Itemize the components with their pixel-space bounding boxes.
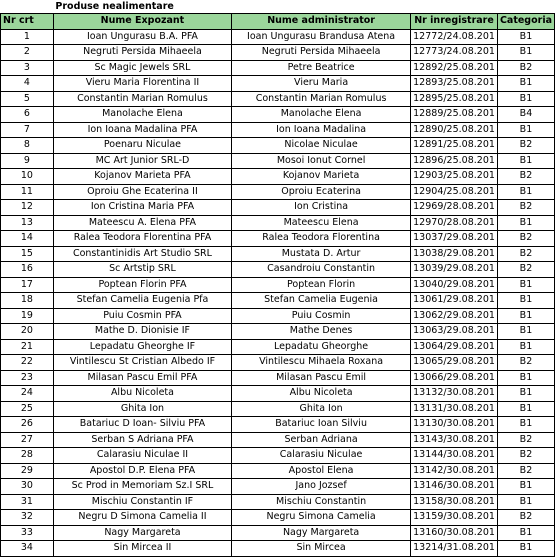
nume-administrator-cell: Apostol Elena: [232, 463, 411, 479]
categoria-cell: B2: [497, 169, 554, 185]
nr-crt-cell: 10: [1, 169, 54, 185]
nume-administrator-cell: Petre Beatrice: [232, 60, 411, 76]
categoria-cell: B1: [497, 308, 554, 324]
category-title: Produse nealimentare: [53, 0, 231, 14]
nr-inregistrare-cell: 12889/25.08.201: [411, 107, 498, 123]
categoria-cell: B2: [497, 60, 554, 76]
nr-crt-cell: 32: [1, 510, 54, 526]
nr-inregistrare-cell: 13065/29.08.201: [411, 355, 498, 371]
categoria-cell: B2: [497, 138, 554, 154]
categoria-cell: B1: [497, 122, 554, 138]
nr-crt-cell: 18: [1, 293, 54, 309]
table-row: [1, 138, 555, 154]
nr-crt-cell: 16: [1, 262, 54, 278]
nume-administrator-cell: Oproiu Ecaterina: [232, 184, 411, 200]
nr-inregistrare-cell: 12896/25.08.201: [411, 153, 498, 169]
nr-inregistrare-cell: 13214/31.08.201: [411, 541, 498, 557]
table-row: [1, 91, 555, 107]
nume-expozant-cell: Mischiu Constantin IF: [53, 494, 231, 510]
table-row: [1, 417, 555, 433]
table-row: [1, 45, 555, 61]
nr-crt-cell: 31: [1, 494, 54, 510]
nr-crt-cell: 3: [1, 60, 54, 76]
nume-expozant-cell: Apostol D.P. Elena PFA: [53, 463, 231, 479]
nume-expozant-cell: Negru D Simona Camelia II: [53, 510, 231, 526]
nume-expozant-cell: Poptean Florin PFA: [53, 277, 231, 293]
nr-crt-cell: 1: [1, 29, 54, 45]
nume-administrator-cell: Poptean Florin: [232, 277, 411, 293]
nume-expozant-cell: Albu Nicoleta: [53, 386, 231, 402]
nume-expozant-cell: Ghita Ion: [53, 401, 231, 417]
nume-administrator-cell: Negru Simona Camelia: [232, 510, 411, 526]
categoria-cell: B1: [497, 277, 554, 293]
categoria-cell: B1: [497, 541, 554, 557]
nr-crt-cell: 5: [1, 91, 54, 107]
nume-expozant-cell: Vieru Maria Florentina II: [53, 76, 231, 92]
nume-expozant-cell: Sc Magic Jewels SRL: [53, 60, 231, 76]
nume-expozant-cell: Constantin Marian Romulus: [53, 91, 231, 107]
nume-administrator-cell: Mateescu Elena: [232, 215, 411, 231]
table-row: [1, 153, 555, 169]
categoria-cell: B2: [497, 200, 554, 216]
table-body: [1, 0, 555, 556]
nume-expozant-cell: Sin Mircea II: [53, 541, 231, 557]
nume-administrator-cell: Ghita Ion: [232, 401, 411, 417]
nr-crt-cell: 7: [1, 122, 54, 138]
nume-expozant-cell: Nagy Margareta: [53, 525, 231, 541]
categoria-cell: B1: [497, 479, 554, 495]
header-row: [1, 14, 555, 30]
categoria-cell: B2: [497, 510, 554, 526]
nr-inregistrare-cell: 13158/30.08.201: [411, 494, 498, 510]
table-row: [1, 293, 555, 309]
nume-expozant-cell: Milasan Pascu Emil PFA: [53, 370, 231, 386]
nume-expozant-cell: Manolache Elena: [53, 107, 231, 123]
nume-expozant-cell: Puiu Cosmin PFA: [53, 308, 231, 324]
nr-inregistrare-cell: 12969/28.08.201: [411, 200, 498, 216]
nr-inregistrare-cell: 13160/30.08.201: [411, 525, 498, 541]
nume-administrator-cell: Ion Ioana Madalina: [232, 122, 411, 138]
categoria-cell: B2: [497, 448, 554, 464]
categoria-cell: B2: [497, 262, 554, 278]
nr-inregistrare-cell: 13146/30.08.201: [411, 479, 498, 495]
table-row: [1, 60, 555, 76]
nr-crt-cell: 6: [1, 107, 54, 123]
table-row: [1, 215, 555, 231]
table-row: [1, 479, 555, 495]
nr-crt-cell: 21: [1, 339, 54, 355]
table-row: [1, 246, 555, 262]
nr-inregistrare-cell: 13038/29.08.201: [411, 246, 498, 262]
nume-expozant-cell: Calarasiu Niculae II: [53, 448, 231, 464]
nr-inregistrare-cell: 12895/25.08.201: [411, 91, 498, 107]
nume-administrator-cell: Ion Cristina: [232, 200, 411, 216]
nume-administrator-cell: Stefan Camelia Eugenia: [232, 293, 411, 309]
categoria-cell: B1: [497, 153, 554, 169]
table-row: [1, 308, 555, 324]
nume-administrator-cell: Nicolae Niculae: [232, 138, 411, 154]
nr-crt-cell: 27: [1, 432, 54, 448]
nume-expozant-cell: Oproiu Ghe Ecaterina II: [53, 184, 231, 200]
nr-inregistrare-cell: 12903/25.08.201: [411, 169, 498, 185]
table-row: [1, 494, 555, 510]
nume-expozant-cell: Poenaru Niculae: [53, 138, 231, 154]
categoria-cell: B1: [497, 494, 554, 510]
nume-expozant-cell: Ioan Ungurasu B.A. PFA: [53, 29, 231, 45]
nr-crt-cell: 26: [1, 417, 54, 433]
nr-inregistrare-cell: 13040/29.08.201: [411, 277, 498, 293]
nr-inregistrare-cell: 13159/30.08.201: [411, 510, 498, 526]
nume-administrator-cell: Calarasiu Niculae: [232, 448, 411, 464]
nr-crt-cell: 14: [1, 231, 54, 247]
categoria-cell: B2: [497, 463, 554, 479]
nume-expozant-cell: Ion Ioana Madalina PFA: [53, 122, 231, 138]
header-nr-crt: Nr crt: [1, 14, 54, 30]
nr-inregistrare-cell: 13144/30.08.201: [411, 448, 498, 464]
table-row: [1, 355, 555, 371]
categoria-cell: B2: [497, 355, 554, 371]
table-row: [1, 401, 555, 417]
table-row: [1, 76, 555, 92]
nr-crt-cell: 2: [1, 45, 54, 61]
nume-expozant-cell: Serban S Adriana PFA: [53, 432, 231, 448]
nume-expozant-cell: Ion Cristina Maria PFA: [53, 200, 231, 216]
nr-crt-cell: 19: [1, 308, 54, 324]
nume-expozant-cell: Mateescu A. Elena PFA: [53, 215, 231, 231]
table-row: [1, 510, 555, 526]
categoria-cell: B1: [497, 45, 554, 61]
nume-administrator-cell: Kojanov Marieta: [232, 169, 411, 185]
table-row: [1, 200, 555, 216]
nr-inregistrare-cell: 12773/24.08.201: [411, 45, 498, 61]
nume-administrator-cell: Puiu Cosmin: [232, 308, 411, 324]
nume-administrator-cell: Nagy Margareta: [232, 525, 411, 541]
nr-crt-cell: 8: [1, 138, 54, 154]
nume-administrator-cell: Mischiu Constantin: [232, 494, 411, 510]
nume-expozant-cell: Stefan Camelia Eugenia Pfa: [53, 293, 231, 309]
nume-expozant-cell: Mathe D. Dionisie IF: [53, 324, 231, 340]
nr-inregistrare-cell: 12904/25.08.201: [411, 184, 498, 200]
nr-inregistrare-cell: 13132/30.08.201: [411, 386, 498, 402]
table-row: [1, 324, 555, 340]
table-row: [1, 184, 555, 200]
nr-crt-cell: 17: [1, 277, 54, 293]
nr-crt-cell: 25: [1, 401, 54, 417]
nume-administrator-cell: Sin Mircea: [232, 541, 411, 557]
nume-administrator-cell: Vintilescu Mihaela Roxana: [232, 355, 411, 371]
nr-inregistrare-cell: 13064/29.08.201: [411, 339, 498, 355]
table-row: [1, 432, 555, 448]
nr-inregistrare-cell: 13142/30.08.201: [411, 463, 498, 479]
nr-inregistrare-cell: 12892/25.08.201: [411, 60, 498, 76]
nume-administrator-cell: Manolache Elena: [232, 107, 411, 123]
nume-administrator-cell: Casandroiu Constantin: [232, 262, 411, 278]
categoria-cell: B1: [497, 29, 554, 45]
categoria-cell: B1: [497, 339, 554, 355]
nume-expozant-cell: Constantinidis Art Studio SRL: [53, 246, 231, 262]
nume-expozant-cell: Sc Prod in Memoriam Sz.I SRL: [53, 479, 231, 495]
nr-crt-cell: 30: [1, 479, 54, 495]
nr-crt-cell: 13: [1, 215, 54, 231]
categoria-cell: B2: [497, 432, 554, 448]
nume-expozant-cell: Ralea Teodora Florentina PFA: [53, 231, 231, 247]
nr-crt-cell: 20: [1, 324, 54, 340]
table-row: [1, 386, 555, 402]
categoria-cell: B4: [497, 107, 554, 123]
table-row: [1, 107, 555, 123]
nume-expozant-cell: Negruti Persida Mihaeela: [53, 45, 231, 61]
nr-crt-cell: 23: [1, 370, 54, 386]
categoria-cell: B2: [497, 246, 554, 262]
categoria-cell: B1: [497, 215, 554, 231]
categoria-cell: B1: [497, 324, 554, 340]
nume-expozant-cell: Batariuc D Ioan- Silviu PFA: [53, 417, 231, 433]
categoria-cell: B1: [497, 184, 554, 200]
nume-administrator-cell: Milasan Pascu Emil: [232, 370, 411, 386]
categoria-cell: B1: [497, 293, 554, 309]
categoria-cell: B2: [497, 231, 554, 247]
nr-crt-cell: 12: [1, 200, 54, 216]
header-nume-expozant: Nume Expozant: [53, 14, 231, 30]
nume-administrator-cell: Serban Adriana: [232, 432, 411, 448]
nume-expozant-cell: Sc Artstip SRL: [53, 262, 231, 278]
nr-crt-cell: 15: [1, 246, 54, 262]
table-row: [1, 463, 555, 479]
nr-inregistrare-cell: 13061/29.08.201: [411, 293, 498, 309]
header-nr-inregistrare: Nr inregistrare: [411, 14, 498, 30]
nr-crt-cell: 4: [1, 76, 54, 92]
categoria-cell: B1: [497, 370, 554, 386]
nume-administrator-cell: Ioan Ungurasu Brandusa Atena: [232, 29, 411, 45]
nr-inregistrare-cell: 13037/29.08.201: [411, 231, 498, 247]
table-row: [1, 29, 555, 45]
nume-administrator-cell: Jano Jozsef: [232, 479, 411, 495]
nr-inregistrare-cell: 12893/25.08.201: [411, 76, 498, 92]
nr-crt-cell: 34: [1, 541, 54, 557]
nume-administrator-cell: Lepadatu Gheorghe: [232, 339, 411, 355]
table-row: [1, 339, 555, 355]
nume-administrator-cell: Albu Nicoleta: [232, 386, 411, 402]
categoria-cell: B1: [497, 525, 554, 541]
nume-administrator-cell: Negruti Persida Mihaeela: [232, 45, 411, 61]
nr-inregistrare-cell: 12890/25.08.201: [411, 122, 498, 138]
nume-expozant-cell: Lepadatu Gheorghe IF: [53, 339, 231, 355]
nume-administrator-cell: Batariuc Ioan Silviu: [232, 417, 411, 433]
table-row: [1, 448, 555, 464]
categoria-cell: B1: [497, 76, 554, 92]
table-row: [1, 262, 555, 278]
nume-expozant-cell: Vintilescu St Cristian Albedo IF: [53, 355, 231, 371]
nr-crt-cell: 24: [1, 386, 54, 402]
nr-crt-cell: 11: [1, 184, 54, 200]
nume-administrator-cell: Mosoi Ionut Cornel: [232, 153, 411, 169]
table-row: [1, 231, 555, 247]
nr-crt-cell: 28: [1, 448, 54, 464]
categoria-cell: B1: [497, 386, 554, 402]
nume-expozant-cell: Kojanov Marieta PFA: [53, 169, 231, 185]
header-nume-administrator: Nume administrator: [232, 14, 411, 30]
header-categoria: Categoria: [497, 14, 554, 30]
nume-administrator-cell: Vieru Maria: [232, 76, 411, 92]
nume-administrator-cell: Mathe Denes: [232, 324, 411, 340]
table-row: [1, 541, 555, 557]
nr-inregistrare-cell: 12772/24.08.201: [411, 29, 498, 45]
nr-inregistrare-cell: 13130/30.08.201: [411, 417, 498, 433]
nume-administrator-cell: Ralea Teodora Florentina: [232, 231, 411, 247]
nr-inregistrare-cell: 13039/29.08.201: [411, 262, 498, 278]
nr-crt-cell: 9: [1, 153, 54, 169]
nume-administrator-cell: Constantin Marian Romulus: [232, 91, 411, 107]
nr-crt-cell: 29: [1, 463, 54, 479]
nr-crt-cell: 22: [1, 355, 54, 371]
table-row: [1, 370, 555, 386]
nume-expozant-cell: MC Art Junior SRL-D: [53, 153, 231, 169]
nr-inregistrare-cell: 13066/29.08.201: [411, 370, 498, 386]
nr-crt-cell: 33: [1, 525, 54, 541]
nr-inregistrare-cell: 13062/29.08.201: [411, 308, 498, 324]
nr-inregistrare-cell: 13143/30.08.201: [411, 432, 498, 448]
table-row: [1, 525, 555, 541]
table-row: [1, 122, 555, 138]
categoria-cell: B1: [497, 401, 554, 417]
nr-inregistrare-cell: 12970/28.08.201: [411, 215, 498, 231]
table-row: [1, 277, 555, 293]
category-title-row: [1, 0, 555, 14]
nr-inregistrare-cell: 13131/30.08.201: [411, 401, 498, 417]
categoria-cell: B1: [497, 417, 554, 433]
nr-inregistrare-cell: 13063/29.08.201: [411, 324, 498, 340]
table-row: [1, 169, 555, 185]
nr-inregistrare-cell: 12891/25.08.201: [411, 138, 498, 154]
nume-administrator-cell: Mustata D. Artur: [232, 246, 411, 262]
categoria-cell: B1: [497, 91, 554, 107]
